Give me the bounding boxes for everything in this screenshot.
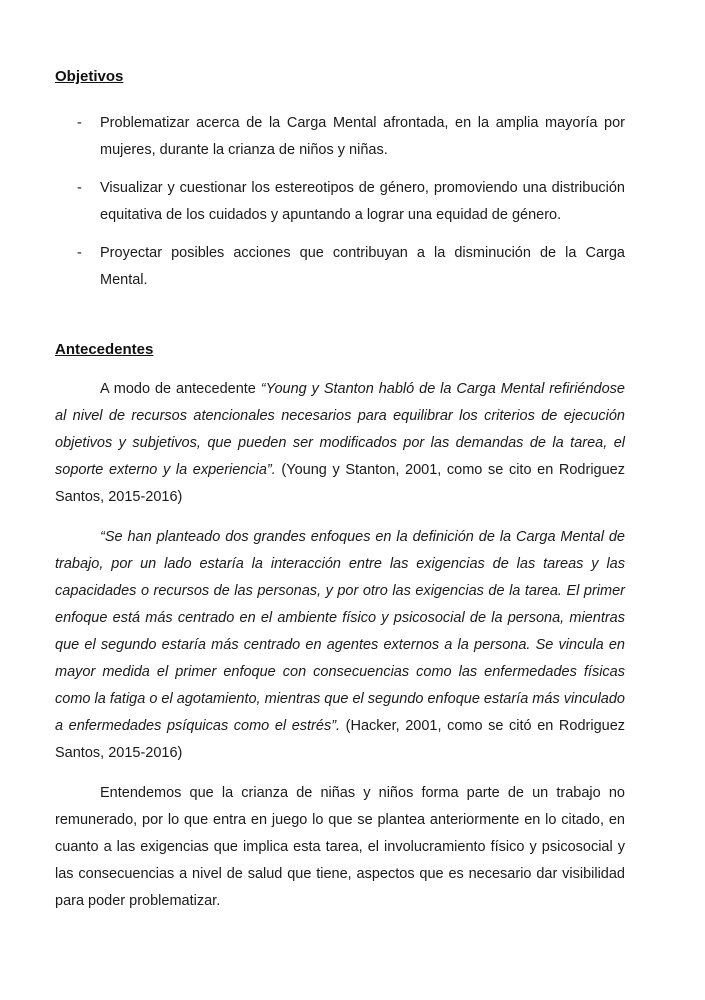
young-stanton-quote: “Young y Stanton habló de la Carga Mental refiriéndose al nivel de recursos atencionales necesarios para equilibrar los criterios de ejecución objetivos y subjetivos, que pueden ser modificados por las demandas de la tarea, el soporte externo y la experiencia”. <box>55 381 625 478</box>
young-stanton-citation: (Young y Stanton, 2001, como se cito en Rodriguez Santos, 2015-2016) <box>55 462 625 505</box>
objetivos-bullet-text: Problematizar acerca de la Carga Mental afrontada, en la amplia mayoría por mujeres, durante la crianza de niños y niñas. <box>100 115 625 158</box>
antecedentes-paragraph-2 <box>55 524 625 767</box>
paragraph-intro-text: A modo de antecedente <box>100 381 261 397</box>
objetivos-bullet-item <box>55 110 625 164</box>
hacker-quote: “Se han planteado dos grandes enfoques en la definición de la Carga Mental de trabajo, por un lado estaría la interacción entre las exigencias de las tareas y las capacidades o recursos de las personas, y por otro las exigencias de la tarea. El primer enfoque está más centrado en el ambiente físico y psicosocial de la persona, mientras que el segundo estaría más centrado en agentes externos a la persona. Se vincula en mayor medida el primer enfoque con consecuencias como las enfermedades físicas como la fatiga o el agotamiento, mientras que el segundo enfoque estaría más vinculado a enfermedades psíquicas como el estrés”. <box>55 529 625 734</box>
bullet-dash-marker: - <box>77 245 82 261</box>
antecedentes-heading: Antecedentes <box>55 341 154 358</box>
antecedentes-paragraph-1 <box>55 376 625 511</box>
objetivos-heading: Objetivos <box>55 68 124 85</box>
bullet-dash-marker: - <box>77 115 82 131</box>
objetivos-bullet-text: Visualizar y cuestionar los estereotipos de género, promoviendo una distribución equitativa de los cuidados y apuntando a lograr una equidad de género. <box>100 180 625 223</box>
antecedentes-paragraph-3 <box>55 780 625 915</box>
bullet-dash-marker: - <box>77 180 82 196</box>
hacker-citation: (Hacker, 2001, como se citó en Rodriguez Santos, 2015-2016) <box>55 718 626 761</box>
paragraph-text: Entendemos que la crianza de niñas y niños forma parte de un trabajo no remunerado, por lo que entra en juego lo que se plantea anteriormente en lo citado, en cuanto a las exigencias que implica esta tarea, el involucramiento físico y psicosocial y las consecuencias a nivel de salud que tiene, aspectos que es necesario dar visibilidad para poder problematizar. <box>55 785 625 909</box>
objetivos-bullet-item <box>55 175 625 229</box>
objetivos-bullet-list <box>55 110 625 294</box>
objetivos-bullet-text: Proyectar posibles acciones que contribuyan a la disminución de la Carga Mental. <box>100 245 625 288</box>
objetivos-bullet-item <box>55 240 625 294</box>
